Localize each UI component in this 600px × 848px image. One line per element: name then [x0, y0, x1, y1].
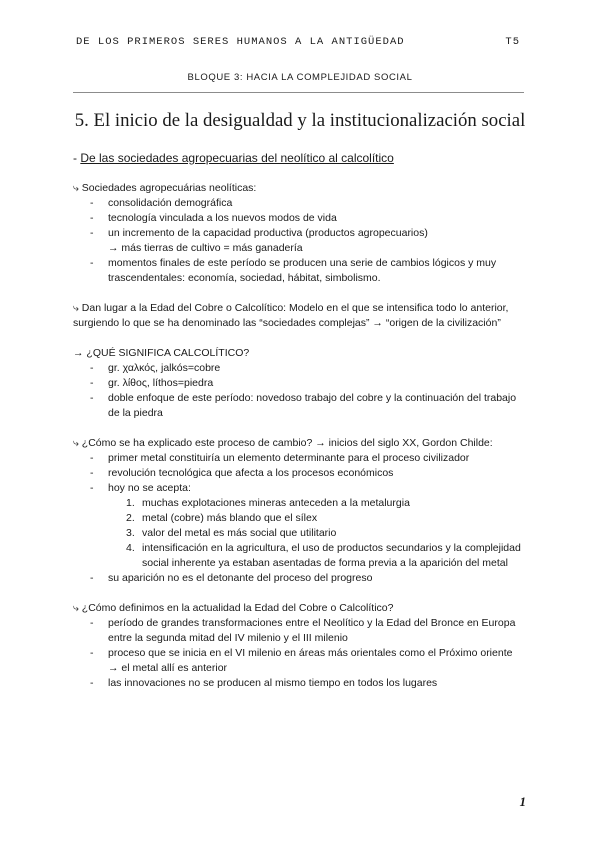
list-item: - momentos finales de este período se producen una serie de cambios lógicos y muy trascendentales: economía, sociedad, hábitat, simbolismo. — [73, 256, 525, 286]
list-item: - hoy no se acepta: — [73, 481, 525, 496]
theme-number: T5 — [505, 36, 520, 48]
explanation-list-tail — [73, 571, 525, 586]
list-item: - gr. λίθος, líthos=piedra — [73, 376, 525, 391]
subtitle-dash: - — [73, 151, 81, 165]
neolithic-heading: ⤷ Sociedades agropecuárias neolíticas: — [73, 182, 257, 194]
section-title: 5. El inicio de la desigualdad y la institucionalización social — [74, 110, 526, 131]
neolithic-list — [73, 196, 525, 286]
list-item: - primer metal constituiría un elemento determinante para el proceso civilizador — [73, 451, 525, 466]
running-header — [76, 36, 520, 50]
block-title: BLOQUE 3: HACIA LA COMPLEJIDAD SOCIAL — [187, 72, 413, 83]
numbered-item: 3. valor del metal es más social que utilitario — [126, 527, 337, 539]
copper-age-paragraph: ⤷ Dan lugar a la Edad del Cobre o Calcolítico: Modelo en el que se intensifica todo lo anterior, surgiendo lo que se ha denominado las “sociedades complejas” → “origen de la civilización” — [73, 302, 509, 329]
course-title: DE LOS PRIMEROS SERES HUMANOS A LA ANTIGÜEDAD — [76, 36, 405, 48]
meaning-heading: → ¿QUÉ SIGNIFICA CALCOLÍTICO? — [73, 347, 250, 359]
explanation-list — [73, 451, 525, 496]
list-item: - su aparición no es el detonante del proceso del progreso — [73, 571, 525, 586]
list-item: - tecnología vinculada a los nuevos modos de vida — [73, 211, 525, 226]
list-item: - doble enfoque de este período: novedoso trabajo del cobre y la continuación del trabajo de la piedra — [73, 391, 525, 421]
list-item — [73, 226, 525, 256]
list-item: - proceso que se inicia en el VI milenio en áreas más orientales como el Próximo oriente → el metal allí es anterior — [73, 646, 525, 676]
explanation-heading: ⤷ ¿Cómo se ha explicado este proceso de cambio? → inicios del siglo XX, Gordon Childe: — [73, 437, 493, 449]
numbered-item: 2. metal (cobre) más blando que el sílex — [126, 512, 318, 524]
page-number: 1 — [519, 794, 526, 809]
meaning-list — [73, 361, 525, 421]
numbered-list — [73, 496, 525, 571]
document-body — [73, 150, 525, 691]
subtitle — [73, 150, 525, 166]
numbered-item: 1. muchas explotaciones mineras anteceden a la metalurgia — [126, 497, 410, 509]
arrow-line: → más tierras de cultivo = más ganadería — [108, 242, 303, 254]
list-item: - gr. χαλκός, jalkós=cobre — [73, 361, 525, 376]
subtitle-text: De las sociedades agropecuarias del neolítico al calcolítico — [80, 151, 394, 165]
list-item-text: un incremento de la capacidad productiva (productos agropecuarios) — [108, 227, 428, 239]
numbered-item: 4. intensificación en la agricultura, el uso de productos secundarios y la complejidad social inherente ya estaban asentadas de forma previa a la aparición del metal — [126, 542, 521, 569]
header-divider — [73, 92, 524, 93]
list-item: - consolidación demográfica — [73, 196, 525, 211]
definition-heading: ⤷ ¿Cómo definimos en la actualidad la Edad del Cobre o Calcolítico? — [73, 602, 394, 614]
list-item: - revolución tecnológica que afecta a los procesos económicos — [73, 466, 525, 481]
list-item: - período de grandes transformaciones entre el Neolítico y la Edad del Bronce en Europa entre la segunda mitad del IV milenio y el III milenio — [73, 616, 525, 646]
definition-list — [73, 616, 525, 691]
list-item: - las innovaciones no se producen al mismo tiempo en todos los lugares — [73, 676, 525, 691]
